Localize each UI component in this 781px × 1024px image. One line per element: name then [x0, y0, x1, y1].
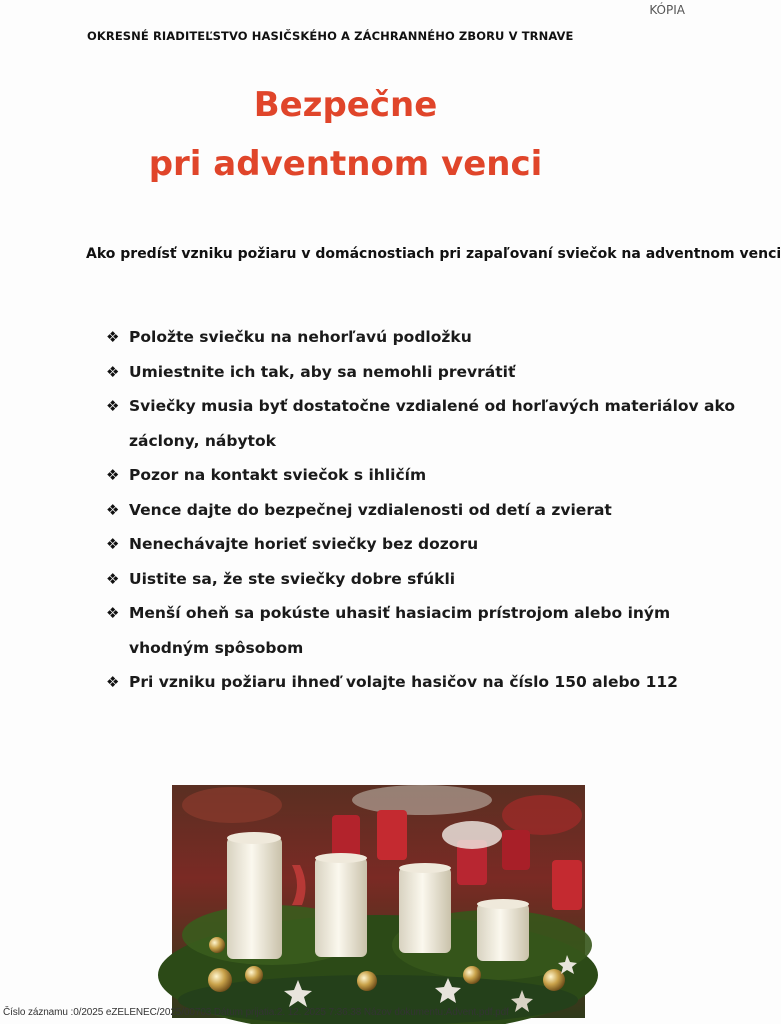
diamond-bullet-icon: ❖: [106, 569, 120, 588]
safety-tip: [106, 493, 681, 528]
advent-wreath-image: [172, 785, 585, 1018]
safety-tip-text: Umiestnite ich tak, aby sa nemohli prevrátiť: [129, 362, 516, 381]
safety-tip-text: Menší oheň sa pokúste uhasiť hasiacim prístrojom alebo iným: [129, 604, 671, 622]
organization-header: OKRESNÉ RIADITEĽSTVO HASIČSKÉHO A ZÁCHRANNÉHO ZBORU V TRNAVE: [87, 29, 574, 43]
safety-tip-text: Pozor na kontakt sviečok s ihličím: [129, 466, 427, 484]
safety-tip-text: Vence dajte do bezpečnej vzdialenosti od detí a zvierat: [129, 500, 612, 519]
safety-tip-text: Položte sviečku na nehorľavú podložku: [129, 328, 472, 346]
diamond-bullet-icon: ❖: [106, 604, 120, 622]
safety-tip-continuation: [106, 424, 681, 459]
safety-tips-list: [106, 320, 736, 700]
safety-tip: [106, 320, 681, 355]
safety-tip-text: Pri vzniku požiaru ihneď volajte hasičov na číslo 150 alebo 112: [129, 673, 678, 691]
title-line-1: Bezpečne: [253, 85, 438, 125]
diamond-bullet-icon: ❖: [106, 328, 120, 346]
copy-stamp: KÓPIA: [649, 3, 685, 17]
safety-tip: [106, 562, 681, 597]
diamond-bullet-icon: ❖: [106, 500, 120, 519]
subtitle: Ako predísť vzniku požiaru v domácnostiach pri zapaľovaní sviečok na adventnom venci: [86, 246, 781, 262]
diamond-bullet-icon: ❖: [106, 466, 120, 484]
safety-tip-continuation: [106, 631, 681, 666]
advent-wreath-photo: [172, 785, 585, 1018]
diamond-bullet-icon: ❖: [106, 362, 120, 381]
safety-tip-text: Sviečky musia byť dostatočne vzdialené od horľavých materiálov ako: [129, 397, 736, 415]
safety-tip: [106, 355, 681, 390]
diamond-bullet-icon: ❖: [106, 673, 120, 691]
safety-tip-text: Nenechávajte horieť sviečky bez dozoru: [129, 535, 479, 553]
safety-tip: [106, 389, 736, 424]
safety-tip: [106, 596, 681, 631]
safety-tip: [106, 665, 681, 700]
diamond-bullet-icon: ❖: [106, 535, 120, 553]
safety-tip-text: vhodným spôsobom: [129, 638, 304, 657]
diamond-bullet-icon: ❖: [106, 397, 120, 415]
safety-tip-text: Uistite sa, že ste sviečky dobre sfúkli: [129, 569, 456, 588]
document-record-footer: Číslo záznamu :0/2025 eZELENEC/2025/00703 Dátum prijatia:2. 12. 2025 7:36:38 Názov dokumentu:Advent.pdf.pdf: [3, 1007, 509, 1018]
safety-tip: [106, 458, 681, 493]
title-line-2: pri adventnom venci: [148, 144, 543, 184]
safety-tip-text: záclony, nábytok: [129, 431, 276, 450]
safety-tip: [106, 527, 681, 562]
